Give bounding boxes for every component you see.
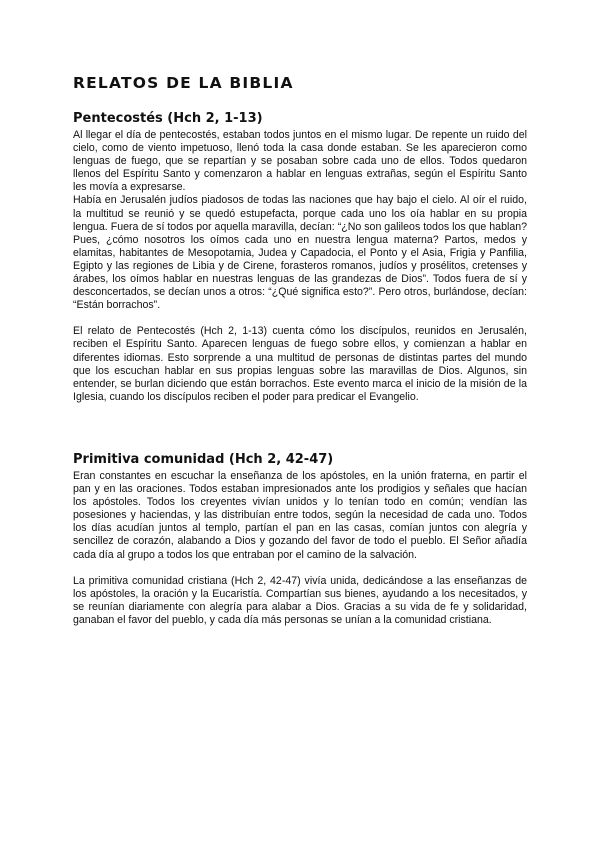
paragraph-narrative-2: Había en Jerusalén judíos piadosos de todas las naciones que hay bajo el cielo. Al oír el ruido, la multitud se reunió y se quedó estupefacta, porque cada uno los oía hablar en su propia lengua. Fuera de sí todos por aquella maravilla, decían: “¿No son galileos todos los que hablan? Pues, ¿cómo nosotros los oímos cada uno en nuestra lengua materna? Partos, medos y elamitas, habitantes de Mesopotamia, Judea y Capadocia, el Ponto y el Asia, Frigia y Panfilia, Egipto y las regiones de Libia y de Cirene, forasteros romanos, judíos y prosélitos, cretenses y árabes, los oímos hablar en nuestras lenguas de las grandezas de Dios”. Todos fuera de sí y desconcertados, se decían unos a otros: “¿Qué significa esto?”. Pero otros, burlándose, decían: “Están borrachos”. — [73, 194, 527, 312]
paragraph-narrative-1: Al llegar el día de pentecostés, estaban todos juntos en el mismo lugar. De repente un ruido del cielo, como de viento impetuoso, llenó toda la casa donde estaban. Se les aparecieron como lenguas de fuego, que se repartían y se posaban sobre cada uno de ellos. Todos quedaron llenos del Espíritu Santo y comenzaron a hablar en lenguas extrañas, según el Espíritu Santo les movía a expresarse. — [73, 129, 527, 194]
section-pentecostes — [73, 111, 527, 404]
section-primitiva-comunidad — [73, 452, 527, 627]
paragraph-summary: El relato de Pentecostés (Hch 2, 1-13) cuenta cómo los discípulos, reunidos en Jerusalén, reciben el Espíritu Santo. Aparecen lenguas de fuego sobre ellos, y comienzan a hablar en diferentes idiomas. Esto sorprende a una multitud de personas de distintas partes del mundo que los escuchan hablar en sus propias lenguas sobre las maravillas de Dios. Algunos, sin entender, se burlan diciendo que están borrachos. Este evento marca el inicio de la misión de la Iglesia, cuando los discípulos reciben el poder para predicar el Evangelio. — [73, 325, 527, 403]
document-title: RELATOS DE LA BIBLIA — [73, 74, 294, 92]
section-heading: Pentecostés (Hch 2, 1-13) — [73, 111, 263, 126]
paragraph-narrative: Eran constantes en escuchar la enseñanza de los apóstoles, en la unión fraterna, en partir el pan y en las oraciones. Todos estaban impresionados ante los prodigios y señales que hacían los apóstoles. Todos los creyentes vivían unidos y lo tenían todo en común; vendían las posesiones y haciendas, y las distribuían entre todos, según la necesidad de cada uno. Todos los días acudían juntos al templo, partían el pan en las casas, comían juntos con alegría y sencillez de corazón, alabando a Dios y gozando del favor de todo el pueblo. El Señor añadía cada día al grupo a todos los que entraban por el camino de la salvación. — [73, 470, 527, 561]
paragraph-summary: La primitiva comunidad cristiana (Hch 2, 42-47) vivía unida, dedicándose a las enseñanzas de los apóstoles, la oración y la Eucaristía. Compartían sus bienes, ayudando a los necesitados, y se reunían diariamente con alegría para alabar a Dios. Gracias a su vida de fe y solidaridad, ganaban el favor del pueblo, y cada día más personas se unían a la comunidad cristiana. — [73, 574, 527, 626]
section-heading: Primitiva comunidad (Hch 2, 42-47) — [73, 452, 334, 467]
spacer — [73, 562, 527, 575]
spacer — [73, 312, 527, 325]
